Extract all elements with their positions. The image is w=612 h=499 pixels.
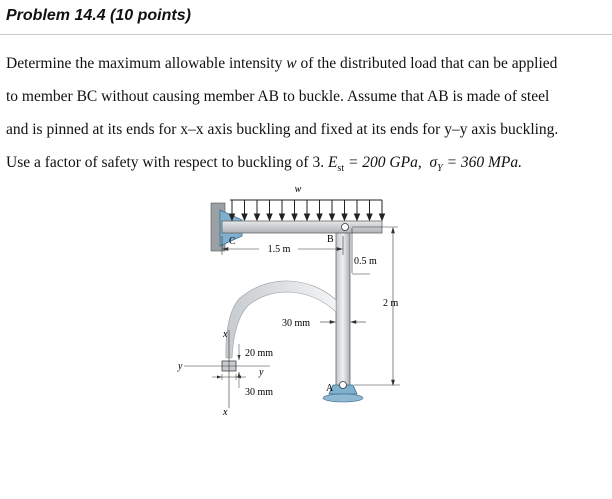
label-a: A	[326, 383, 334, 394]
dim-label-30mm-width: 30 mm	[282, 318, 311, 329]
problem-title: Problem 14.4 (10 points)	[6, 7, 191, 24]
modulus-subscript: st	[337, 163, 345, 175]
dim-label-0-5m: 0.5 m	[354, 256, 377, 267]
load-arrow-head	[342, 214, 347, 220]
statement-line-3: and is pinned at its ends for x–x axis buckling and fixed at its ends for y–y axis buckling.	[6, 121, 559, 138]
load-label-w: w	[294, 184, 302, 195]
load-arrow-head	[280, 214, 285, 220]
line-1-after: of the distributed load that can be applied	[296, 55, 558, 72]
yield-stress-subscript: Y	[437, 163, 443, 175]
column-ab	[336, 233, 350, 393]
load-arrow-head	[305, 214, 310, 220]
yield-stress-symbol: σ	[429, 154, 438, 171]
load-arrow-head	[380, 214, 385, 220]
statement-line-1	[6, 50, 606, 83]
modulus-value: = 200 GPa,	[344, 154, 422, 171]
problem-statement	[6, 50, 606, 182]
frame-diagram	[170, 180, 410, 420]
title-divider	[0, 34, 612, 35]
dim-label-1-5m: 1.5 m	[267, 244, 291, 255]
axis-label-y-left: y	[178, 361, 183, 372]
load-intensity-variable: w	[286, 55, 297, 72]
load-arrow-head	[330, 214, 335, 220]
line-4-text: Use a factor of safety with respect to buckling of 3.	[6, 154, 325, 171]
cross-section-sweep	[226, 281, 336, 358]
dim-label-30mm-bottom: 30 mm	[245, 387, 274, 398]
pin-b	[342, 224, 349, 231]
dim-label-20mm: 20 mm	[245, 348, 274, 359]
structure-figure	[170, 180, 410, 425]
line-1-before: Determine the maximum allowable intensity	[6, 55, 287, 72]
load-arrow-head	[355, 214, 360, 220]
modulus-symbol: E	[327, 154, 338, 171]
yield-stress-value: = 360 MPa.	[442, 154, 523, 171]
label-b: B	[327, 234, 334, 245]
load-arrow-head	[317, 214, 322, 220]
load-arrow-head	[292, 214, 297, 220]
statement-line-2: to member BC without causing member AB to buckle. Assume that AB is made of steel	[6, 88, 550, 105]
load-arrow-head	[242, 214, 247, 220]
axis-label-y-right: y	[259, 367, 264, 378]
axis-label-x-top: x	[223, 329, 228, 340]
axis-label-x-bottom: x	[223, 407, 228, 418]
label-c: C	[229, 236, 236, 247]
load-arrow-head	[267, 214, 272, 220]
load-arrow-head	[367, 214, 372, 220]
dim-label-2m: 2 m	[383, 298, 399, 309]
statement-line-4	[6, 149, 606, 182]
load-arrow-head	[255, 214, 260, 220]
distributed-load-arrows	[230, 200, 385, 220]
